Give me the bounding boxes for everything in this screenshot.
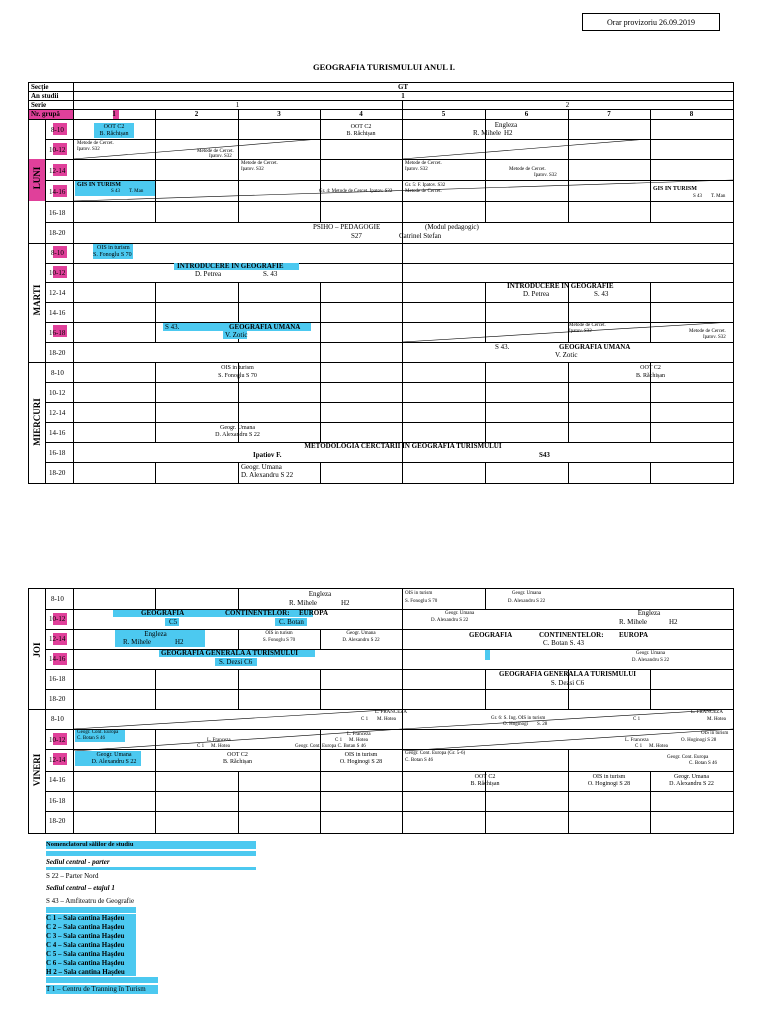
vineri-fr-5-room: C 1 (635, 744, 643, 749)
vineri-gce-4: Geogr. Cont. Europa (Gr. 5-6) (405, 751, 466, 756)
group-8: 8 (689, 110, 694, 118)
section-value: GT (397, 83, 409, 91)
miercuri-metodologia-prof: Ipatiov F. (253, 451, 282, 459)
day-miercuri: MIERCURI (32, 398, 42, 446)
marti-ois-prof: S. Fonoglu S 70 (93, 252, 132, 258)
luni-oot-g1: OOT C2 (103, 124, 125, 130)
joi-gc-1-b: CONTINENTELOR: (225, 609, 290, 617)
slot-joi-3: 12-14 (49, 635, 66, 643)
slot-miercuri-6: 18-20 (49, 469, 66, 477)
luni-oot-g1-prof: B. Răchișan (99, 131, 129, 137)
legend-room-c4: C 4 – Sala cantina Hașdeu (46, 941, 125, 949)
group-1: 1 (112, 110, 116, 118)
joi-geo-3: Geogr. Umana (346, 631, 376, 636)
vineri-gce-5-prof: C. Botan S 46 (689, 761, 718, 766)
marti-gu-1-room: S 43. (165, 323, 180, 331)
slot-joi-2: 10-12 (49, 615, 66, 623)
slot-marti-6: 18-20 (49, 349, 66, 357)
vineri-ois-3: OIS in turism (592, 774, 626, 780)
group-6: 6 (524, 110, 529, 118)
legend-room-c3: C 3 – Sala cantina Hașdeu (46, 932, 125, 940)
miercuri-ois-prof: S. Fonoglu S 70 (218, 373, 257, 379)
legend-room-c5: C 5 – Sala cantina Hașdeu (46, 950, 125, 958)
year-value: 1 (401, 92, 405, 100)
page-title: GEOGRAFIA TURISMULUI ANUL I. (312, 62, 455, 72)
marti-intro-1-room: S. 43 (263, 270, 278, 278)
luni-gr5: Gr. 5: F. Ipatov. S32 (405, 183, 446, 188)
miercuri-geo-prof: D. Alexandru S 22 (215, 432, 260, 438)
luni-met-2: Metode de Cercet. (197, 149, 234, 154)
vineri-fr-5-prof: M. Hotea (649, 744, 668, 749)
legend-sediu-parter: Sediul central - parter (46, 858, 110, 866)
slot-marti-1: 8-10 (51, 249, 64, 257)
miercuri-geo: Geogr. Umana (220, 425, 255, 431)
luni-met-2-prof: Ipatov. S32 (209, 154, 232, 159)
vineri-oot-1-prof: B. Răchișan (223, 759, 252, 765)
series-1: 1 (235, 101, 240, 109)
joi-ois-2-prof: S. Fonoglu S 70 (262, 638, 296, 643)
luni-psiho-module: (Modul pedagogic) (425, 223, 479, 231)
series-2: 2 (565, 101, 570, 109)
vineri-fr-1: L. FRANCEZA (375, 710, 407, 715)
luni-met-5: Metode de Cercet. (509, 167, 546, 172)
vineri-fr-2: L. FRANCEZA (691, 710, 723, 715)
legend-title: Nomenclatorul sălilor de studiu (46, 841, 134, 848)
slot-luni-5: 16-18 (49, 209, 66, 217)
luni-met-4-prof: Ipatov. S32 (405, 167, 428, 172)
legend-room-c1: C 1 – Sala cantina Hașdeu (46, 914, 125, 922)
luni-oot-g4-prof: B. Răchișan (346, 131, 376, 137)
luni-gis-1-prof: T. Man (129, 189, 144, 194)
schedule-table-1 (28, 82, 734, 484)
joi-geo-2: Geogr. Umana (445, 611, 475, 616)
vineri-gce-2: Geogr. Cont. Europa C. Botan S 46 (295, 744, 366, 749)
marti-gu-2-prof: V. Zotic (555, 351, 578, 359)
joi-gc-1-c: EUROPA (299, 609, 329, 617)
group-3: 3 (277, 110, 281, 118)
luni-met-5-prof: Ipatov. S32 (534, 173, 557, 178)
marti-ois: OIS in turism (97, 245, 130, 251)
marti-intro-2: INTRODUCERE IN GEOGRAFIE (507, 282, 614, 290)
vineri-oot-1: OOT C2 (227, 752, 248, 758)
slot-miercuri-5: 16-18 (49, 449, 66, 457)
vineri-oot-2: OOT C2 (474, 774, 496, 780)
luni-met-1-prof: Ipatov. S32 (77, 147, 100, 152)
joi-engleza-2-prof: R. Mihele (619, 618, 647, 626)
joi-gc-1-prof: C. Botan (279, 618, 304, 626)
joi-geo-1-prof: D. Alexandru S 22 (507, 599, 546, 604)
legend-room-c6: C 6 – Sala cantina Hașdeu (46, 959, 125, 967)
vineri-fr-4-room: C 1 (335, 738, 343, 743)
luni-gr5-b: Metode de Cercet. (405, 189, 442, 194)
joi-gg-1-prof: S. Dezsi C6 (219, 658, 253, 666)
luni-psiho-room: S27 (351, 232, 362, 240)
joi-engleza-3: Engleza (144, 630, 167, 638)
row-label-series: Serie (31, 101, 47, 109)
slot-vineri-6: 18-20 (49, 817, 66, 825)
joi-engleza-1-room: H2 (341, 599, 350, 607)
vineri-gce-1-prof: C. Botan S 46 (77, 736, 106, 741)
miercuri-geo-2: Geogr. Umana (241, 463, 282, 471)
slot-marti-3: 12-14 (49, 289, 66, 297)
slot-marti-2: 10-12 (49, 269, 66, 277)
vineri-ois-1-prof: O. Hoginogi S 28 (681, 738, 717, 743)
legend-t1: T 1 – Centru de Tranning în Turism (46, 985, 146, 993)
row-label-group: Nr. grupă (31, 110, 60, 118)
joi-geo-4: Geogr. Umana (635, 651, 666, 656)
joi-engleza-2: Engleza (637, 609, 661, 617)
marti-intro-1: INTRODUCERE IN GEOGRAFIE (177, 262, 284, 270)
group-7: 7 (607, 110, 611, 118)
slot-miercuri-1: 8-10 (51, 369, 64, 377)
slot-joi-4: 14-16 (49, 655, 66, 663)
marti-gu-1-prof: V. Zotic (225, 331, 248, 339)
slot-vineri-1: 8-10 (51, 715, 64, 723)
luni-gis-1-room: S 43 (111, 189, 121, 194)
luni-met-3-prof: Ipatov. S32 (241, 167, 264, 172)
marti-gu-1: GEOGRAFIA UMANA (229, 323, 301, 331)
legend-s22: S 22 – Parter Nord (46, 872, 99, 880)
vineri-gr-prof: O. Hoginogi (503, 722, 528, 727)
vineri-gr-room: S. 28 (537, 722, 548, 727)
miercuri-geo-2-prof: D. Alexandru S 22 (241, 471, 294, 479)
joi-gc-2: GEOGRAFIA (469, 631, 513, 639)
joi-ois-2: OIS in turism (265, 631, 293, 636)
miercuri-oot-prof: B. Răchișan (636, 373, 665, 379)
vineri-ois-3-prof: O. Hoginogi S 28 (587, 781, 631, 787)
slot-joi-6: 18-20 (49, 695, 66, 703)
provisional-schedule-label: Orar provizoriu 26.09.2019 (582, 13, 720, 31)
vineri-fr-1-prof: M. Hotea (377, 717, 396, 722)
slot-luni-1: 8-10 (51, 126, 64, 134)
joi-ois-1: OIS in turism (405, 591, 433, 596)
luni-met-3: Metode de Cercet. (241, 161, 278, 166)
marti-gu-2-room: S 43. (495, 343, 510, 351)
row-label-year: An studii (31, 92, 59, 100)
luni-met-4: Metode de Cercet. (405, 161, 442, 166)
vineri-oot-2-prof: B. Răchișan (470, 781, 500, 787)
marti-intro-2-prof: D. Petrea (523, 290, 550, 298)
joi-gg-1: GEOGRAFIA GENERALA A TURISMULUI (161, 649, 298, 657)
vineri-geo-2: Geogr. Umana (674, 774, 709, 780)
marti-met-1: Metode de Cercet. (569, 323, 606, 328)
marti-intro-1-prof: D. Petrea (195, 270, 222, 278)
legend-sediu-etaj: Sediul central – etajul 1 (46, 884, 115, 892)
luni-engleza: Engleza (494, 121, 518, 129)
joi-engleza-3-room: H2 (175, 638, 184, 646)
slot-vineri-5: 16-18 (49, 797, 66, 805)
slot-joi-1: 8-10 (51, 595, 64, 603)
schedule-table-2 (28, 588, 734, 834)
vineri-fr-3-room: C 1 (197, 744, 205, 749)
slot-luni-3: 12-14 (49, 167, 66, 175)
slot-vineri-2: 10-12 (49, 736, 66, 744)
slot-miercuri-4: 14-16 (49, 429, 66, 437)
group-2: 2 (194, 110, 199, 118)
marti-met-2: Metode de Cercet. (689, 329, 726, 334)
luni-met-1: Metode de Cercet. (77, 141, 114, 146)
joi-gc-1-room: C5 (169, 618, 178, 626)
day-marti: MARTI (32, 284, 42, 316)
luni-gis-1: GIS IN TURISM (77, 182, 121, 188)
joi-gc-1: GEOGRAFIA (141, 609, 185, 617)
slot-luni-4: 14-16 (49, 188, 66, 196)
vineri-fr-4: L. Franceza (347, 732, 371, 737)
slot-miercuri-3: 12-14 (49, 409, 66, 417)
slot-joi-5: 16-18 (49, 675, 66, 683)
vineri-fr-2-prof: M. Hotea (707, 717, 726, 722)
marti-intro-2-room: S. 43 (594, 290, 609, 298)
day-joi: JOI (32, 642, 42, 658)
row-label-section: Secție (31, 83, 49, 91)
joi-engleza-3-prof: R. Mihele (123, 638, 151, 646)
miercuri-metodologia-room: S43 (539, 451, 550, 459)
vineri-fr-5: L. Franceza (625, 738, 649, 743)
slot-luni-6: 18-20 (49, 229, 66, 237)
slot-vineri-3: 12-14 (49, 756, 66, 764)
joi-gc-2-prof: C. Botan S. 43 (543, 639, 585, 647)
joi-gc-2-b: CONTINENTELOR: (539, 631, 604, 639)
legend-room-c2: C 2 – Sala cantina Hașdeu (46, 923, 125, 931)
group-5: 5 (441, 110, 446, 118)
joi-geo-3-prof: D. Alexandru S 22 (342, 638, 380, 643)
vineri-gr: Gr. 6: S. Ing. OIS in turism (491, 716, 546, 721)
vineri-fr-4-prof: M. Hotea (349, 738, 368, 743)
miercuri-metodologia: METODOLOGIA CERCTARII IN GEOGRAFIA TURISMULUI (304, 442, 502, 450)
legend-s43: S 43 – Amfiteatru de Geografie (46, 897, 135, 905)
joi-geo-2-prof: D. Alexandru S 22 (431, 618, 469, 623)
vineri-ois-1: OIS in turism (701, 731, 729, 736)
vineri-geo-1: Geogr. Umana (96, 752, 132, 758)
luni-engleza-prof: R. Mihele (473, 129, 501, 137)
luni-oot-g4: OOT C2 (350, 124, 372, 130)
marti-met-2-prof: Ipatov. S32 (703, 335, 726, 340)
joi-engleza-2-room: H2 (669, 618, 678, 626)
vineri-geo-1-prof: D. Alexandru S 22 (91, 759, 137, 765)
vineri-fr-1-room: C 1 (361, 717, 369, 722)
miercuri-oot: OOT C2 (640, 365, 661, 371)
vineri-gce-1: Geogr. Cont. Europa (77, 730, 119, 735)
slot-vineri-4: 14-16 (49, 776, 66, 784)
luni-gr4: Gr. 4: Metode de Cercet. Ipatov. S32 (319, 189, 393, 194)
marti-gu-2: GEOGRAFIA UMANA (559, 343, 631, 351)
luni-engleza-room: H2 (504, 129, 513, 137)
legend-room-h2: H 2 – Sala cantina Hașdeu (46, 968, 125, 976)
joi-gg-2-prof: S. Dezsi C6 (550, 679, 585, 687)
luni-gis-2-prof: T. Man (711, 194, 726, 199)
vineri-geo-2-prof: D. Alexandru S 22 (669, 781, 714, 787)
luni-gis-2-room: S 43 (693, 194, 703, 199)
joi-gc-2-c: EUROPA (619, 631, 649, 639)
vineri-fr-3: L. Franceza (207, 738, 231, 743)
slot-marti-5: 16-18 (49, 329, 66, 337)
day-vineri: VINERI (32, 753, 42, 787)
marti-met-1-prof: Ipatov. S32 (569, 329, 592, 334)
group-4: 4 (359, 110, 363, 118)
luni-gis-2: GIS IN TURISM (653, 186, 697, 192)
vineri-fr-3-prof: M. Hotea (211, 744, 230, 749)
vineri-gce-4-prof: C. Botan S 46 (405, 758, 434, 763)
miercuri-ois: OIS in turism (221, 365, 254, 371)
luni-psiho: PSIHO – PEDAGOGIE (313, 223, 381, 231)
vineri-ois-2: OIS in turism (344, 752, 378, 758)
vineri-gce-5: Geogr. Cont. Europa (667, 755, 709, 760)
joi-geo-4-prof: D. Alexandru S 22 (631, 658, 670, 663)
slot-luni-2: 10-12 (49, 146, 66, 154)
day-luni: LUNI (32, 166, 42, 190)
joi-ois-1-prof: S. Fonoglu S 70 (405, 599, 438, 604)
slot-miercuri-2: 10-12 (49, 389, 66, 397)
vineri-c1: C 1 (633, 717, 641, 722)
joi-engleza-1-prof: R. Mihele (289, 599, 317, 607)
joi-engleza-1: Engleza (308, 590, 332, 598)
joi-geo-1: Geogr. Umana (511, 591, 542, 596)
joi-gg-2: GEOGRAFIA GENERALA A TURISMULUI (499, 670, 636, 678)
luni-psiho-prof: Catrinel Stefan (399, 232, 442, 240)
vineri-ois-2-prof: O. Hoginogi S 28 (339, 759, 383, 765)
slot-marti-4: 14-16 (49, 309, 66, 317)
